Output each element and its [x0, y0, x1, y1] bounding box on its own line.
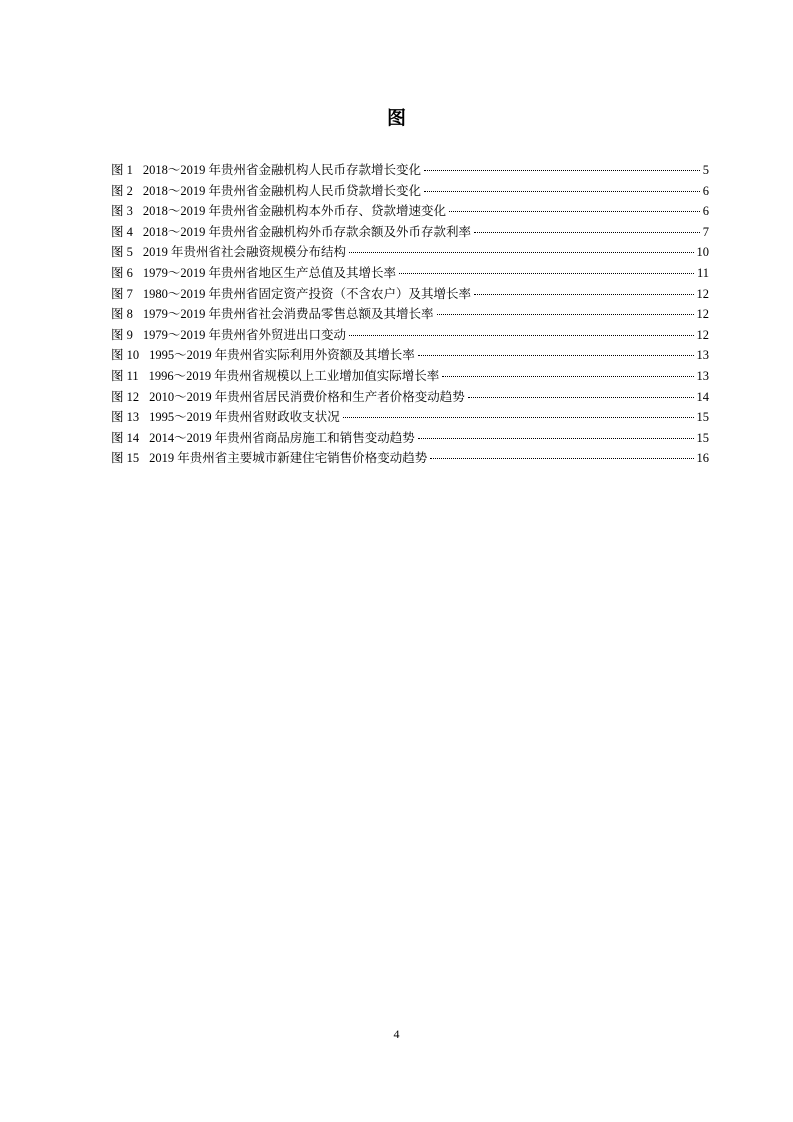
figure-title: 2018～2019 年贵州省金融机构人民币存款增长变化 — [142, 163, 422, 177]
figure-page-number: 15 — [696, 430, 709, 445]
dot-leader — [430, 458, 693, 459]
toc-entry[interactable] — [111, 284, 709, 305]
figure-page-number: 15 — [696, 410, 709, 425]
dot-leader — [349, 252, 693, 253]
toc-entry[interactable] — [111, 222, 709, 243]
figure-number: 图 11 — [111, 368, 139, 383]
toc-entry[interactable] — [111, 428, 709, 449]
figure-number: 图 15 — [111, 451, 140, 466]
figure-number: 图 13 — [111, 410, 140, 425]
dot-leader — [437, 314, 694, 315]
figure-number: 图 6 — [111, 265, 133, 280]
figure-title: 2019 年贵州省社会融资规模分布结构 — [142, 245, 347, 260]
figure-title: 1979～2019 年贵州省地区生产总值及其增长率 — [142, 265, 397, 280]
dot-leader — [418, 355, 694, 356]
dot-leader — [424, 170, 700, 171]
figure-page-number: 16 — [696, 451, 709, 466]
figure-page-number: 13 — [696, 348, 709, 363]
figure-number: 图 7 — [111, 286, 133, 301]
toc-entry[interactable] — [111, 366, 709, 387]
figure-number: 图 2 — [111, 183, 133, 198]
dot-leader — [349, 335, 693, 336]
figure-number: 图 10 — [111, 348, 140, 363]
page-title: 图 — [386, 107, 406, 129]
figure-title: 1979～2019 年贵州省社会消费品零售总额及其增长率 — [142, 307, 434, 322]
figure-title: 1995～2019 年贵州省财政收支状况 — [149, 410, 340, 425]
figure-number: 图 8 — [111, 307, 133, 322]
dot-leader — [424, 191, 700, 192]
figure-page-number: 11 — [696, 265, 709, 280]
dot-leader — [343, 417, 694, 418]
figure-number: 图 4 — [111, 224, 133, 239]
toc-entry[interactable] — [111, 201, 709, 222]
page-number: 4 — [393, 1027, 400, 1041]
figure-title: 2014～2019 年贵州省商品房施工和销售变动趋势 — [149, 430, 415, 445]
figure-number: 图 9 — [111, 327, 133, 342]
figure-page-number: 7 — [702, 224, 709, 239]
figure-list — [111, 160, 709, 469]
figure-title: 2018～2019 年贵州省金融机构人民币贷款增长变化 — [142, 183, 422, 198]
figure-page-number: 6 — [702, 204, 709, 219]
dot-leader — [418, 438, 694, 439]
figure-number: 图 14 — [111, 430, 140, 445]
figure-number: 图 3 — [111, 204, 133, 219]
figure-page-number: 10 — [696, 245, 709, 260]
toc-entry[interactable] — [111, 242, 709, 263]
figure-title: 1979～2019 年贵州省外贸进出口变动 — [142, 327, 347, 342]
toc-entry[interactable] — [111, 387, 709, 408]
figure-page-number: 12 — [696, 327, 709, 342]
figure-title: 1995～2019 年贵州省实际利用外资额及其增长率 — [149, 348, 415, 363]
toc-entry[interactable] — [111, 304, 709, 325]
figure-title: 1996～2019 年贵州省规模以上工业增加值实际增长率 — [148, 368, 440, 383]
toc-entry[interactable] — [111, 181, 709, 202]
figure-title: 1980～2019 年贵州省固定资产投资（不含农户）及其增长率 — [142, 286, 472, 301]
figure-number: 图 1 — [111, 163, 133, 177]
toc-entry[interactable] — [111, 448, 709, 469]
figure-page-number: 12 — [696, 286, 709, 301]
figure-title: 2018～2019 年贵州省金融机构本外币存、贷款增速变化 — [142, 204, 447, 219]
figure-title: 2018～2019 年贵州省金融机构外币存款余额及外币存款利率 — [142, 224, 472, 239]
toc-entry[interactable] — [111, 263, 709, 284]
figure-page-number: 13 — [696, 368, 709, 383]
figure-number: 图 5 — [111, 245, 133, 260]
figure-page-number: 5 — [702, 163, 709, 177]
dot-leader — [474, 294, 693, 295]
figure-page-number: 12 — [696, 307, 709, 322]
toc-entry[interactable] — [111, 407, 709, 428]
dot-leader — [442, 376, 693, 377]
dot-leader — [474, 232, 700, 233]
figure-number: 图 12 — [111, 389, 140, 404]
dot-leader — [468, 397, 694, 398]
figure-page-number: 14 — [696, 389, 709, 404]
toc-entry[interactable] — [111, 325, 709, 346]
dot-leader — [399, 273, 694, 274]
figure-title: 2010～2019 年贵州省居民消费价格和生产者价格变动趋势 — [149, 389, 465, 404]
figure-page-number: 6 — [702, 183, 709, 198]
toc-entry[interactable] — [111, 345, 709, 366]
dot-leader — [449, 211, 700, 212]
toc-entry[interactable] — [111, 160, 709, 181]
figure-title: 2019 年贵州省主要城市新建住宅销售价格变动趋势 — [149, 451, 428, 466]
